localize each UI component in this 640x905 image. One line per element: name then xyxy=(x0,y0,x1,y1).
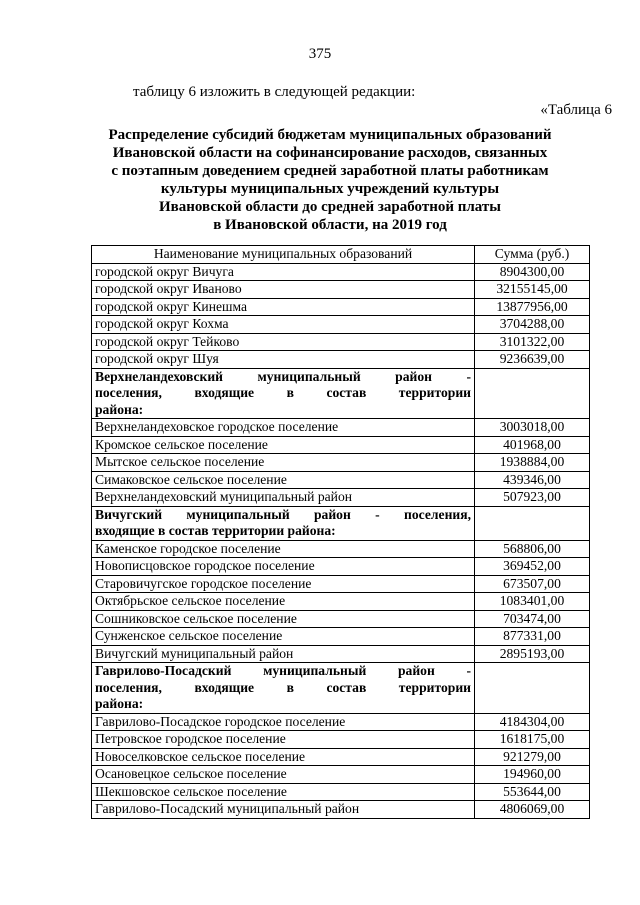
table-row xyxy=(92,801,590,819)
name-cell: Новописцовское городское поселение xyxy=(92,558,475,576)
table-row xyxy=(92,351,590,369)
name-cell: Кромское сельское поселение xyxy=(92,436,475,454)
group-name-cell xyxy=(92,368,475,419)
group-name-line: района: xyxy=(95,401,144,417)
table-row xyxy=(92,540,590,558)
table-row xyxy=(92,766,590,784)
subsidy-table xyxy=(91,245,590,819)
name-cell: Верхнеландеховское городское поселение xyxy=(92,419,475,437)
name-cell: городской округ Вичуга xyxy=(92,263,475,281)
name-cell: Гаврилово-Посадское городское поселение xyxy=(92,713,475,731)
group-name-cell xyxy=(92,663,475,714)
table-heading xyxy=(80,126,580,234)
heading-line: культуры муниципальных учреждений культуры xyxy=(160,181,500,197)
table-row xyxy=(92,316,590,334)
sum-cell xyxy=(475,506,590,540)
table-row xyxy=(92,610,590,628)
sum-cell: 3101322,00 xyxy=(475,333,590,351)
sum-cell: 439346,00 xyxy=(475,471,590,489)
table-group-row xyxy=(92,368,590,419)
group-name-line: Вичугский муниципальный район - поселения, xyxy=(95,506,471,522)
group-name-cell xyxy=(92,506,475,540)
sum-cell: 877331,00 xyxy=(475,628,590,646)
table-row xyxy=(92,645,590,663)
table-row xyxy=(92,298,590,316)
sum-cell: 13877956,00 xyxy=(475,298,590,316)
column-header-name: Наименование муниципальных образований xyxy=(92,246,475,264)
name-cell: Старовичугское городское поселение xyxy=(92,575,475,593)
heading-line: Распределение субсидий бюджетам муниципальных образований xyxy=(108,127,552,143)
sum-cell: 921279,00 xyxy=(475,748,590,766)
table-row xyxy=(92,575,590,593)
name-cell: городской округ Кинешма xyxy=(92,298,475,316)
name-cell: Новоселковское сельское поселение xyxy=(92,748,475,766)
sum-cell: 3704288,00 xyxy=(475,316,590,334)
group-name-line: поселения, входящие в состав территории xyxy=(95,679,471,695)
sum-cell: 4806069,00 xyxy=(475,801,590,819)
sum-cell: 703474,00 xyxy=(475,610,590,628)
name-cell: городской округ Иваново xyxy=(92,281,475,299)
table-row xyxy=(92,471,590,489)
group-name-line: Гаврилово-Посадский муниципальный район - xyxy=(95,663,471,678)
heading-line: Ивановской области на софинансирование расходов, связанных xyxy=(112,145,548,161)
sum-cell: 1618175,00 xyxy=(475,731,590,749)
table-row xyxy=(92,713,590,731)
name-cell: Симаковское сельское поселение xyxy=(92,471,475,489)
name-cell: Сунженское сельское поселение xyxy=(92,628,475,646)
group-name-line: поселения, входящие в состав территории xyxy=(95,385,471,400)
table-row xyxy=(92,489,590,507)
sum-cell: 507923,00 xyxy=(475,489,590,507)
table-header-row xyxy=(92,246,590,264)
sum-cell: 568806,00 xyxy=(475,540,590,558)
name-cell: Гаврилово-Посадский муниципальный район xyxy=(92,801,475,819)
name-cell: Мытское сельское поселение xyxy=(92,454,475,472)
sum-cell: 1938884,00 xyxy=(475,454,590,472)
name-cell: Шекшовское сельское поселение xyxy=(92,783,475,801)
table-row xyxy=(92,558,590,576)
sum-cell: 9236639,00 xyxy=(475,351,590,369)
table-label: «Таблица 6 xyxy=(540,102,612,118)
name-cell: Вичугский муниципальный район xyxy=(92,645,475,663)
table-row xyxy=(92,731,590,749)
group-name-line: Верхнеландеховский муниципальный район - xyxy=(95,368,471,384)
group-name-line: входящие в состав территории района: xyxy=(95,523,336,538)
heading-line: с поэтапным доведением средней заработной платы работникам xyxy=(111,163,549,179)
table-row xyxy=(92,419,590,437)
sum-cell xyxy=(475,663,590,714)
sum-cell xyxy=(475,368,590,419)
sum-cell: 194960,00 xyxy=(475,766,590,784)
page-number: 375 xyxy=(308,46,332,62)
sum-cell: 553644,00 xyxy=(475,783,590,801)
sum-cell: 32155145,00 xyxy=(475,281,590,299)
sum-cell: 369452,00 xyxy=(475,558,590,576)
name-cell: Октябрьское сельское поселение xyxy=(92,593,475,611)
table-row xyxy=(92,333,590,351)
sum-cell: 3003018,00 xyxy=(475,419,590,437)
name-cell: Осановецкое сельское поселение xyxy=(92,766,475,784)
name-cell: городской округ Тейково xyxy=(92,333,475,351)
table-row xyxy=(92,454,590,472)
sum-cell: 2895193,00 xyxy=(475,645,590,663)
name-cell: Верхнеландеховский муниципальный район xyxy=(92,489,475,507)
table-group-row xyxy=(92,506,590,540)
name-cell: городской округ Шуя xyxy=(92,351,475,369)
name-cell: городской округ Кохма xyxy=(92,316,475,334)
sum-cell: 673507,00 xyxy=(475,575,590,593)
table-row xyxy=(92,593,590,611)
heading-line: в Ивановской области, на 2019 год xyxy=(213,217,447,233)
group-name-line: района: xyxy=(95,696,144,711)
table-row xyxy=(92,281,590,299)
table-body xyxy=(92,263,590,818)
table-row xyxy=(92,263,590,281)
column-header-sum: Сумма (руб.) xyxy=(475,246,590,264)
table-row xyxy=(92,436,590,454)
heading-line: Ивановской области до средней заработной платы xyxy=(159,199,501,215)
name-cell: Петровское городское поселение xyxy=(92,731,475,749)
table-group-row xyxy=(92,663,590,714)
table-row xyxy=(92,748,590,766)
sum-cell: 1083401,00 xyxy=(475,593,590,611)
intro-text: таблицу 6 изложить в следующей редакции: xyxy=(133,84,416,100)
sum-cell: 4184304,00 xyxy=(475,713,590,731)
table-row xyxy=(92,628,590,646)
name-cell: Каменское городское поселение xyxy=(92,540,475,558)
table-row xyxy=(92,783,590,801)
sum-cell: 8904300,00 xyxy=(475,263,590,281)
name-cell: Сошниковское сельское поселение xyxy=(92,610,475,628)
sum-cell: 401968,00 xyxy=(475,436,590,454)
